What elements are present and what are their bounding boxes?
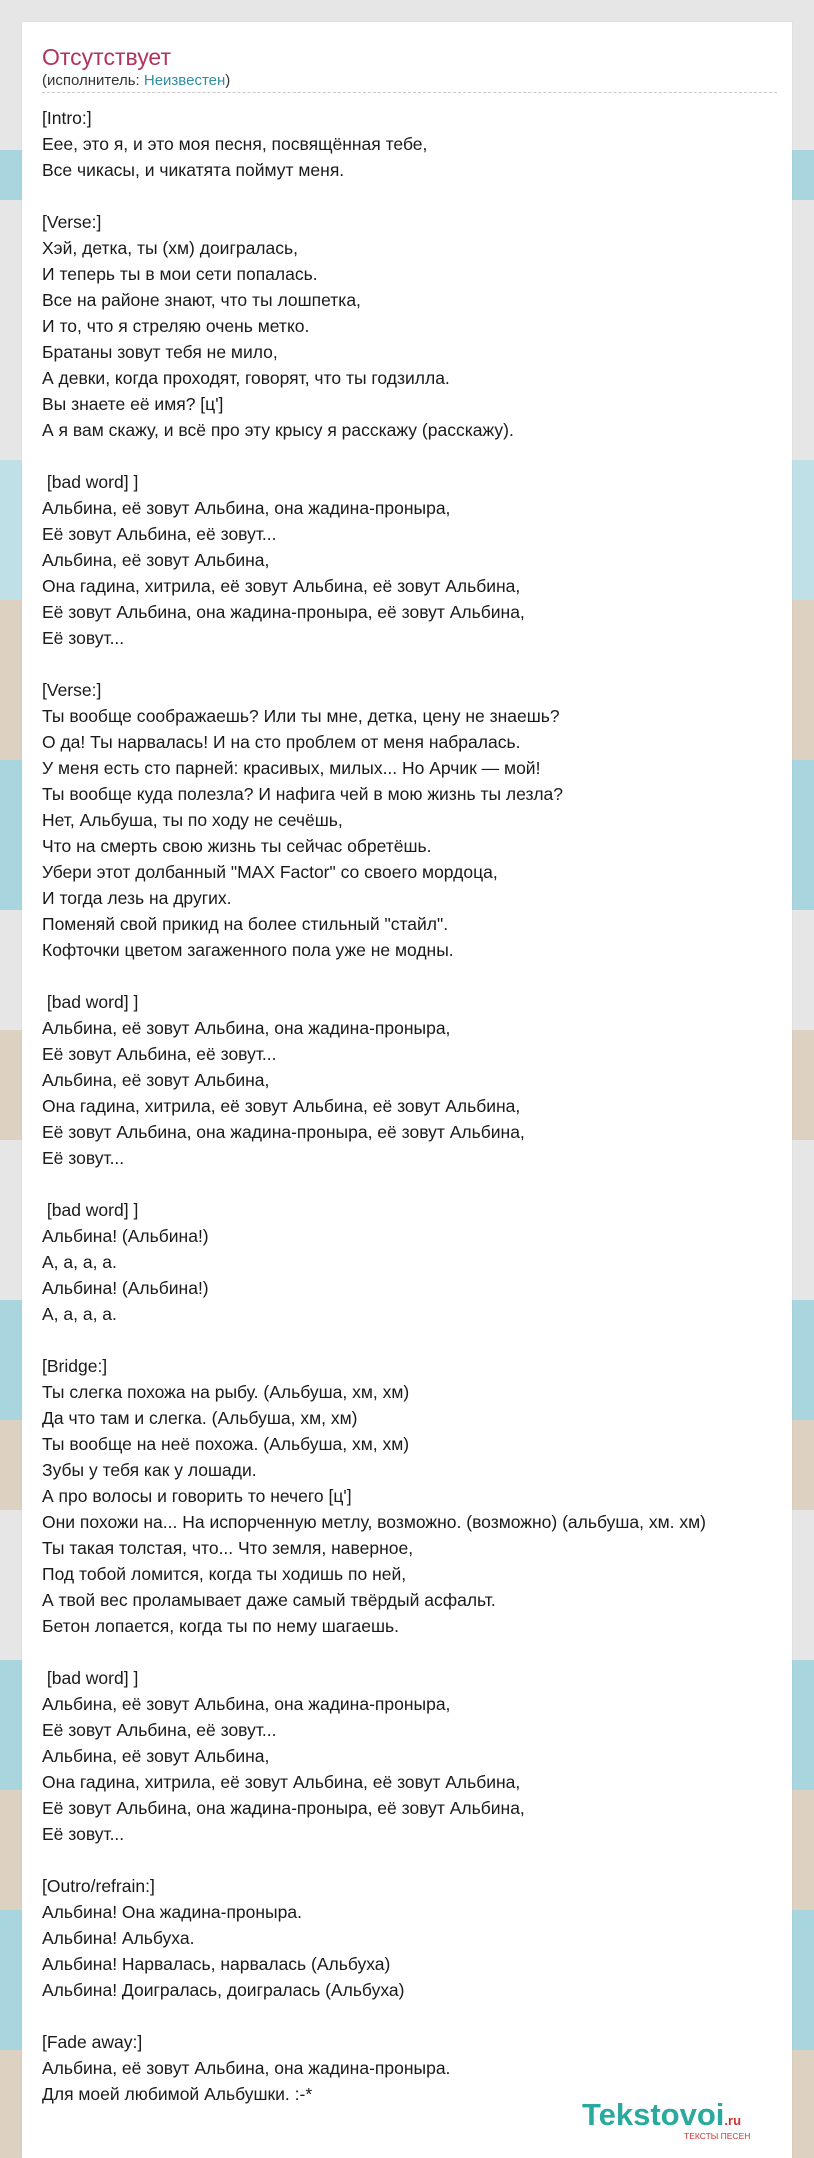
lyric-line: А, а, а, а.: [42, 1304, 117, 1324]
lyric-line: Её зовут...: [42, 628, 125, 648]
lyric-line: [bad word] ]: [42, 992, 139, 1012]
lyric-line: И то, что я стреляю очень метко.: [42, 316, 310, 336]
lyric-line: Хэй, детка, ты (хм) доигралась,: [42, 238, 298, 258]
lyric-line: [Fade away:]: [42, 2032, 143, 2052]
lyric-line: Её зовут Альбина, её зовут...: [42, 524, 277, 544]
lyric-line: Альбина! (Альбина!): [42, 1278, 209, 1298]
lyric-line: Убери этот долбанный "MAX Factor" со своего мордоца,: [42, 862, 498, 882]
lyric-line: А, а, а, а.: [42, 1252, 117, 1272]
lyric-line: Её зовут...: [42, 1824, 125, 1844]
lyric-line: Альбина, её зовут Альбина, она жадина-проныра.: [42, 2058, 451, 2078]
lyric-line: [42, 1171, 814, 1197]
lyric-line: Ты такая толстая, что... Что земля, наверное,: [42, 1538, 414, 1558]
lyric-line: Её зовут Альбина, она жадина-проныра, её зовут Альбина,: [42, 1798, 525, 1818]
lyric-line: Ты вообще куда полезла? И нафига чей в мою жизнь ты лезла?: [42, 784, 563, 804]
lyric-line: Она гадина, хитрила, её зовут Альбина, её зовут Альбина,: [42, 1096, 521, 1116]
lyric-line: А твой вес проламывает даже самый твёрдый асфальт.: [42, 1590, 496, 1610]
lyric-line: У меня есть сто парней: красивых, милых... Но Арчик — мой!: [42, 758, 541, 778]
lyric-line: Альбина! Альбуха.: [42, 1928, 195, 1948]
lyric-line: Альбина, её зовут Альбина, она жадина-проныра,: [42, 1694, 451, 1714]
lyric-line: Ты слегка похожа на рыбу. (Альбуша, хм, хм): [42, 1382, 410, 1402]
lyric-line: О да! Ты нарвалась! И на сто проблем от меня набралась.: [42, 732, 521, 752]
lyric-line: [42, 1327, 814, 1353]
lyric-line: Что на смерть свою жизнь ты сейчас обретёшь.: [42, 836, 432, 856]
lyric-line: Кофточки цветом загаженного пола уже не модны.: [42, 940, 454, 960]
lyric-line: [Verse:]: [42, 680, 102, 700]
lyric-line: [42, 1639, 814, 1665]
lyric-line: [bad word] ]: [42, 1200, 139, 1220]
artist-link[interactable]: Неизвестен: [143, 72, 226, 89]
lyric-line: Альбина! (Альбина!): [42, 1226, 209, 1246]
subtitle-suffix: ): [225, 72, 231, 89]
lyric-line: Её зовут Альбина, она жадина-проныра, её зовут Альбина,: [42, 602, 525, 622]
lyric-line: Нет, Альбуша, ты по ходу не сечёшь,: [42, 810, 343, 830]
lyric-line: Поменяй свой прикид на более стильный "стайл".: [42, 914, 449, 934]
subtitle-prefix: (исполнитель:: [42, 72, 144, 89]
lyric-line: Для моей любимой Альбушки. :-*: [42, 2084, 313, 2104]
lyric-line: [42, 1847, 814, 1873]
lyric-line: Братаны зовут тебя не мило,: [42, 342, 278, 362]
lyric-line: Альбина, её зовут Альбина,: [42, 1070, 270, 1090]
lyric-line: [bad word] ]: [42, 472, 139, 492]
lyric-line: И теперь ты в мои сети попалась.: [42, 264, 318, 284]
lyric-line: Её зовут...: [42, 1148, 125, 1168]
lyric-line: Вы знаете её имя? [ц']: [42, 394, 224, 414]
lyric-line: Она гадина, хитрила, её зовут Альбина, её зовут Альбина,: [42, 1772, 521, 1792]
lyric-line: Альбина, её зовут Альбина, она жадина-проныра,: [42, 1018, 451, 1038]
lyric-line: А девки, когда проходят, говорят, что ты годзилла.: [42, 368, 450, 388]
lyric-line: [42, 651, 814, 677]
lyric-line: Альбина! Доигралась, доигралась (Альбуха): [42, 1980, 405, 2000]
lyric-line: Альбина! Нарвалась, нарвалась (Альбуха): [42, 1954, 391, 1974]
lyric-line: [42, 963, 814, 989]
title-divider: [42, 92, 777, 93]
logo-tagline: ТЕКСТЫ ПЕСЕН: [684, 2131, 751, 2141]
lyric-line: [Intro:]: [42, 108, 92, 128]
lyric-line: [Outro/refrain:]: [42, 1876, 155, 1896]
lyric-line: Бетон лопается, когда ты по нему шагаешь.: [42, 1616, 399, 1636]
lyric-line: Альбина, её зовут Альбина,: [42, 1746, 270, 1766]
lyric-line: [Bridge:]: [42, 1356, 108, 1376]
site-logo[interactable]: [582, 2097, 751, 2141]
lyric-line: [bad word] ]: [42, 1668, 139, 1688]
song-subtitle: [42, 72, 230, 89]
lyric-line: Она гадина, хитрила, её зовут Альбина, её зовут Альбина,: [42, 576, 521, 596]
lyric-line: А я вам скажу, и всё про эту крысу я расскажу (расскажу).: [42, 420, 514, 440]
logo-name: Tekstovoi: [582, 2097, 725, 2132]
lyric-line: Все на районе знают, что ты лошпетка,: [42, 290, 361, 310]
lyric-line: Ты вообще соображаешь? Или ты мне, детка, цену не знаешь?: [42, 706, 560, 726]
lyrics-text: [42, 105, 814, 2107]
lyric-line: А про волосы и говорить то нечего [ц']: [42, 1486, 352, 1506]
lyric-line: Зубы у тебя как у лошади.: [42, 1460, 257, 1480]
lyric-line: Альбина, её зовут Альбина, она жадина-проныра,: [42, 498, 451, 518]
logo-tld: .ru: [724, 2113, 742, 2128]
lyric-line: Да что там и слегка. (Альбуша, хм, хм): [42, 1408, 358, 1428]
lyric-line: Её зовут Альбина, её зовут...: [42, 1044, 277, 1064]
lyric-line: [42, 2003, 814, 2029]
lyric-line: Все чикасы, и чикатята поймут меня.: [42, 160, 345, 180]
lyric-line: Ты вообще на неё похожа. (Альбуша, хм, хм): [42, 1434, 410, 1454]
lyrics-card: [22, 22, 792, 2158]
lyric-line: [42, 443, 814, 469]
lyric-line: Под тобой ломится, когда ты ходишь по ней,: [42, 1564, 407, 1584]
lyric-line: Альбина! Она жадина-проныра.: [42, 1902, 302, 1922]
lyric-line: [42, 183, 814, 209]
lyric-line: [Verse:]: [42, 212, 102, 232]
lyric-line: Альбина, её зовут Альбина,: [42, 550, 270, 570]
lyric-line: Еее, это я, и это моя песня, посвящённая тебе,: [42, 134, 428, 154]
lyric-line: Её зовут Альбина, её зовут...: [42, 1720, 277, 1740]
lyric-line: И тогда лезь на других.: [42, 888, 232, 908]
lyric-line: Они похожи на... На испорченную метлу, возможно. (возможно) (альбуша, хм. хм): [42, 1512, 706, 1532]
lyric-line: Её зовут Альбина, она жадина-проныра, её зовут Альбина,: [42, 1122, 525, 1142]
song-title: Отсутствует: [42, 44, 171, 70]
